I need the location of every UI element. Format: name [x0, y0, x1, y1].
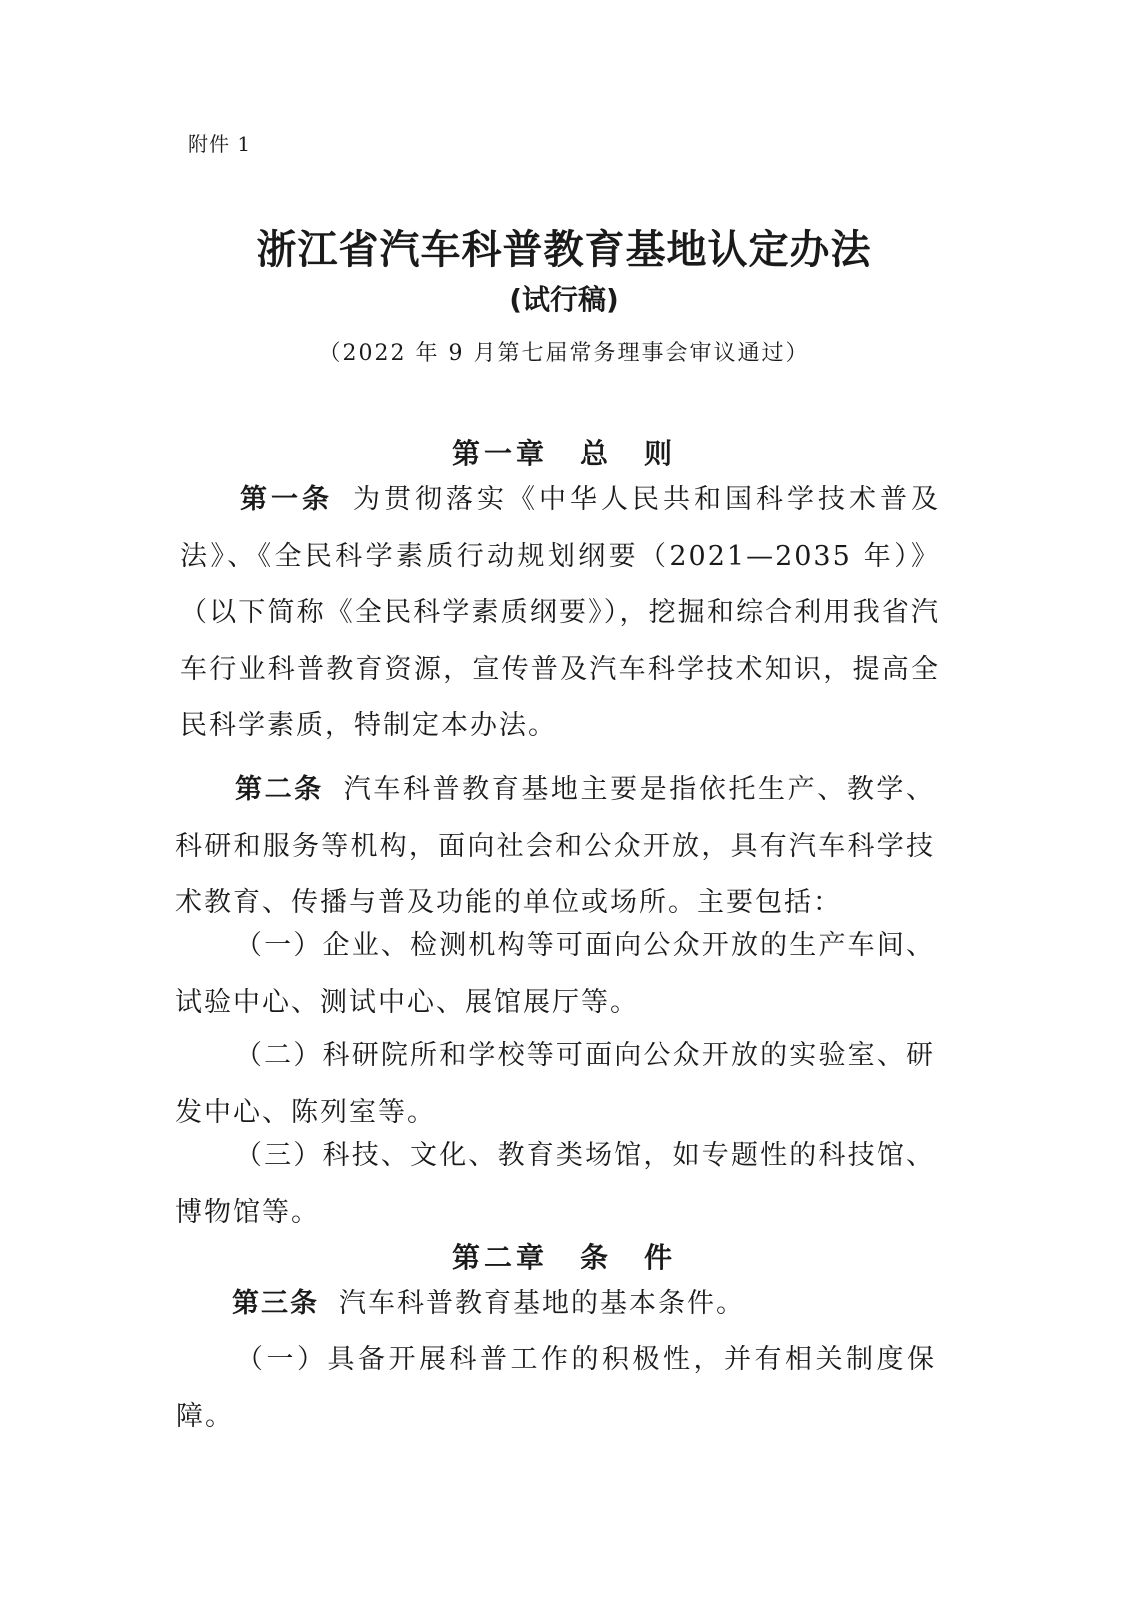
attachment-label: 附件 1	[188, 132, 252, 156]
list-item: （一）具备开展科普工作的积极性，并有相关制度保障。	[176, 1344, 936, 1432]
document-subtitle: (试行稿)	[509, 283, 619, 316]
article-3	[172, 1276, 932, 1333]
chapter-heading-1: 第一章 总 则	[451, 437, 676, 470]
chapter-heading-2: 第二章 条 件	[451, 1241, 676, 1274]
list-item: （一）企业、检测机构等可面向公众开放的生产车间、试验中心、测试中心、展馆展厅等。	[175, 930, 935, 1018]
approval-note: （2022 年 9 月第七届常务理事会审议通过）	[318, 341, 810, 366]
list-item: （三）科技、文化、教育类场馆，如专题性的科技馆、博物馆等。	[175, 1140, 935, 1228]
article-text: 汽车科普教育基地的基本条件。	[339, 1288, 745, 1319]
document-title: 浙江省汽车科普教育基地认定办法	[256, 227, 872, 273]
article-text: 汽车科普教育基地主要是指依托生产、教学、科研和服务等机构，面向社会和公众开放，具有汽车科学技术教育、传播与普及功能的单位或场所。主要包括：	[175, 774, 936, 918]
article-text: 为贯彻落实《中华人民共和国科学技术普及法》、《全民科学素质行动规划纲要（2021—2035 年）》（以下简称《全民科学素质纲要》），挖掘和综合利用我省汽车行业科普教育资源，宣传普及汽车科学技术知识，提高全民科学素质，特制定本办法。	[180, 484, 940, 741]
article-label: 第三条	[232, 1288, 319, 1319]
article-2	[175, 762, 935, 932]
article-1	[180, 472, 940, 755]
article-label: 第二条	[235, 774, 324, 805]
list-item: （二）科研院所和学校等可面向公众开放的实验室、研发中心、陈列室等。	[175, 1040, 935, 1128]
article-label: 第一条	[240, 484, 333, 515]
